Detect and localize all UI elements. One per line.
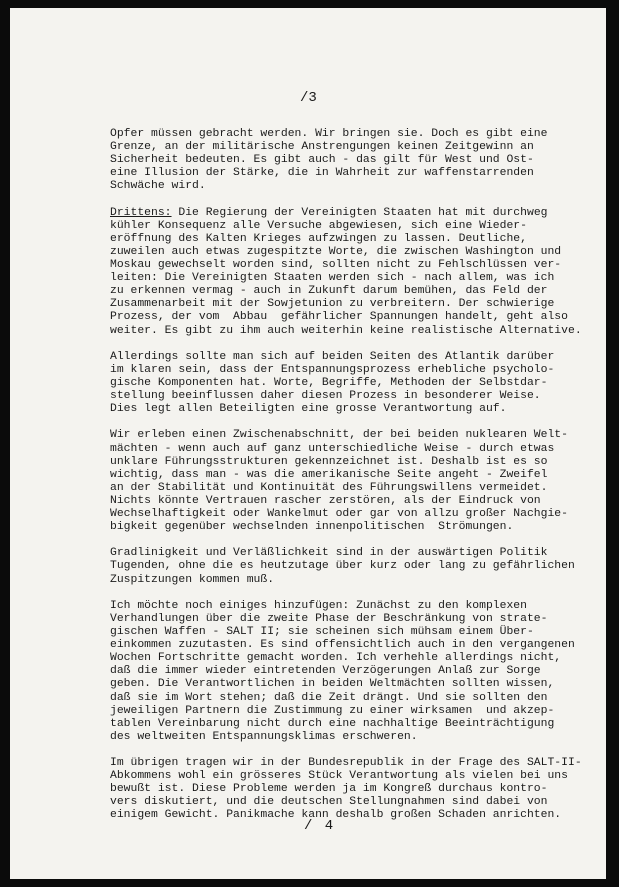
text-line: wichtig, dass man - was die amerikanische Seite angeht - Zweifel <box>110 468 548 481</box>
paragraph-4 <box>110 429 610 534</box>
text-line: Opfer müssen gebracht werden. Wir bringen sie. Doch es gibt eine <box>110 128 548 140</box>
text-line: einigem Gewicht. Panikmache kann deshalb großen Schaden anrichten. <box>110 809 562 822</box>
text-line: des weltweiten Entspannungsklimas erschweren. <box>110 730 418 743</box>
paragraph-7 <box>110 757 610 822</box>
text-line: Nichts könnte Vertrauen rascher zerstören, als der Eindruck von <box>110 494 541 507</box>
text-line: Sicherheit bedeuten. Es gibt auch - das gilt für West und Ost- <box>110 154 534 167</box>
page-number-bottom: / 4 <box>304 818 334 834</box>
text-line: Schwäche wird. <box>110 180 206 193</box>
section-lead: Drittens: <box>110 206 172 219</box>
text-line: daß sie im Wort stehen; daß die Zeit drängt. Und sie sollten den <box>110 691 548 704</box>
text-line: an der Stabilität und Kontinuität des Führungswillens vermeidet. <box>110 481 548 494</box>
text-line: mächten - wenn auch auf ganz unterschiedliche Weise - durch etwas <box>110 442 555 455</box>
text-line: tablen Vereinbarung nicht durch eine nachhaltige Beeinträchtigung <box>110 717 555 730</box>
paragraph-3 <box>110 351 610 416</box>
text-line: gischen Waffen - SALT II; sie scheinen sich mühsam einem Über- <box>110 626 534 639</box>
paragraph-2 <box>110 207 610 338</box>
text-line: eine Illusion der Stärke, die in Wahrheit zur waffenstarrenden <box>110 167 534 180</box>
text-line-rest: Die Regierung der Vereinigten Staaten hat mit durchweg <box>171 206 548 219</box>
text-line: Wir erleben einen Zwischenabschnitt, der bei beiden nuklearen Welt- <box>110 429 568 442</box>
text-line: Prozess, der vom Abbau gefährlicher Spannungen handelt, geht also <box>110 311 568 324</box>
text-line: bewußt ist. Diese Probleme werden ja im Kongreß durchaus kontro- <box>110 783 548 796</box>
text-line: jeweiligen Partnern die Zustimmung zu einer wirksamen und akzep- <box>110 704 555 717</box>
text-line: vers diskutiert, und die deutschen Stellungnahmen sind dabei von <box>110 796 548 809</box>
text-line: Wechselhaftigkeit oder Wankelmut oder gar von allzu großer Nachgie- <box>110 508 568 520</box>
text-line: Allerdings sollte man sich auf beiden Seiten des Atlantik darüber <box>110 350 555 363</box>
text-line: geben. Die Verantwortlichen in beiden Weltmächten sollten wissen, <box>110 678 555 691</box>
page-number-top: /3 <box>300 90 317 106</box>
text-line: unklare Führungsstrukturen gekennzeichnet ist. Deshalb ist es so <box>110 455 548 468</box>
body-text <box>110 128 610 836</box>
text-line: zu erkennen vermag - auch in Zukunft darum bemühen, das Feld der <box>110 285 548 298</box>
text-line: Zuspitzungen kommen muß. <box>110 573 275 586</box>
text-line: Abkommens wohl ein grösseres Stück Verantwortung als vielen bei uns <box>110 770 568 783</box>
text-line: kühler Konsequenz alle Versuche abgewiesen, sich eine Wieder- <box>110 219 527 232</box>
text-line: Dies legt allen Beteiligten eine grosse Verantwortung auf. <box>110 403 507 416</box>
text-line: zuweilen auch etwas zugespitzte Worte, die zwischen Washington und <box>110 245 562 258</box>
text-line: Gradlinigkeit und Verläßlichkeit sind in der auswärtigen Politik <box>110 547 548 560</box>
text-line: stellung beeinflussen daher diesen Prozess in besonderer Weise. <box>110 390 541 403</box>
text-line: einkommen zuzutasten. Es sind offensichtlich auch in den vergangenen <box>110 639 575 652</box>
text-line: weiter. Es gibt zu ihm auch weiterhin keine realistische Alternative. <box>110 324 582 337</box>
text-line: leiten: Die Vereinigten Staaten werden sich - nach allem, was ich <box>110 272 555 285</box>
document-page <box>10 8 606 879</box>
paragraph-1 <box>110 128 610 193</box>
text-line: Wochen Fortschritte gemacht worden. Ich verhehle allerdings nicht, <box>110 652 562 665</box>
text-line: Im übrigen tragen wir in der Bundesrepublik in der Frage des SALT-II- <box>110 757 582 770</box>
text-line: daß die immer wieder eintretenden Verzögerungen Anlaß zur Sorge <box>110 665 541 678</box>
text-line: im klaren sein, dass der Entspannungsprozess erhebliche psycholo- <box>110 363 555 376</box>
paragraph-6 <box>110 600 610 744</box>
text-line <box>110 207 610 220</box>
text-line: Grenze, an der militärische Anstrengungen keinen Zeitgewinn an <box>110 141 534 154</box>
paragraph-5 <box>110 547 610 586</box>
text-line: Zusammenarbeit mit der Sowjetunion zu verbreitern. Der schwierige <box>110 298 555 311</box>
text-line: bigkeit gegenüber wechselnden innenpolitischen Strömungen. <box>110 521 514 534</box>
text-line: Ich möchte noch einiges hinzufügen: Zunächst zu den komplexen <box>110 599 527 612</box>
text-line: eröffnung des Kalten Krieges aufzwingen zu lassen. Deutliche, <box>110 232 527 245</box>
text-line: Tugenden, ohne die es heutzutage über kurz oder lang zu gefährlichen <box>110 560 575 573</box>
text-line: Moskau gewechselt worden sind, sollten nicht zu Fehlschlüssen ver- <box>110 259 562 272</box>
text-line: Verhandlungen über die zweite Phase der Beschränkung von strate- <box>110 612 548 625</box>
text-line: gische Komponenten hat. Worte, Begriffe, Methoden der Selbstdar- <box>110 376 548 389</box>
